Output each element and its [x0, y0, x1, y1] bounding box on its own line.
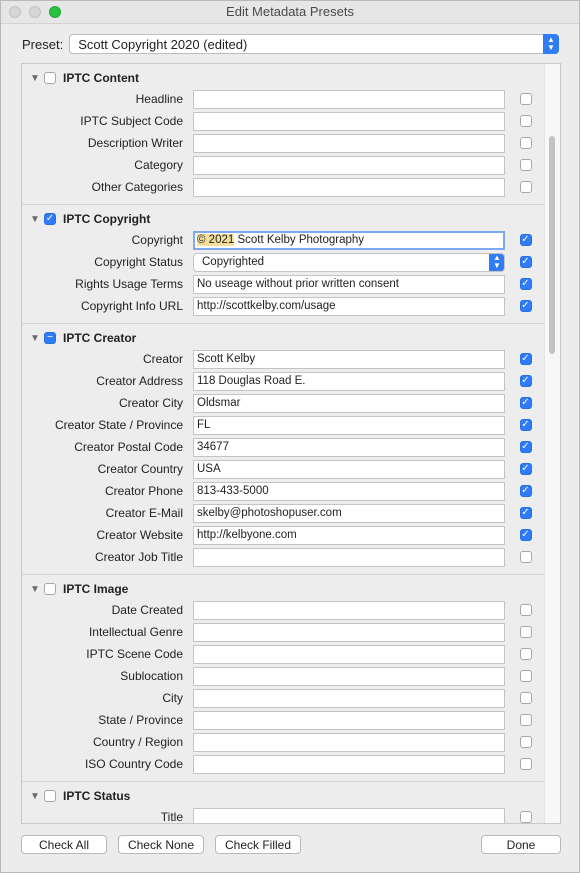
creator-postal-code-field[interactable]: 34677: [193, 438, 505, 457]
field-checkbox[interactable]: [520, 626, 532, 638]
disclosure-triangle-icon[interactable]: ▼: [30, 72, 40, 84]
intellectual-genre-field[interactable]: [193, 623, 505, 642]
field-checkbox[interactable]: ✓: [521, 300, 530, 311]
button-bar: [21, 835, 559, 855]
field-label: Other Categories: [91, 180, 183, 194]
field-row: [22, 348, 546, 370]
field-checkbox[interactable]: [520, 137, 532, 149]
disclosure-triangle-icon[interactable]: ▼: [30, 583, 40, 595]
country-region-field[interactable]: [193, 733, 505, 752]
field-label: Creator Postal Code: [74, 440, 183, 454]
field-row: [22, 599, 546, 621]
field-row: [22, 643, 546, 665]
field-label: Intellectual Genre: [88, 625, 183, 639]
vertical-scrollbar[interactable]: [544, 64, 560, 823]
field-checkbox[interactable]: [520, 159, 532, 171]
section-title: IPTC Status: [63, 789, 131, 803]
section-iptc-creator: [22, 324, 546, 575]
section-header: [22, 579, 546, 599]
copyright-field[interactable]: [193, 231, 505, 250]
field-row: [22, 273, 546, 295]
field-label: Creator Website: [96, 528, 183, 542]
preset-dropdown[interactable]: [69, 34, 559, 54]
chevron-updown-icon: ▲ ▼: [543, 34, 559, 54]
other-categories-field[interactable]: [193, 178, 505, 197]
check-none-button[interactable]: Check None: [118, 835, 204, 854]
field-label: IPTC Subject Code: [80, 114, 183, 128]
field-row: [22, 753, 546, 775]
scrollbar-thumb[interactable]: [549, 136, 555, 354]
sublocation-field[interactable]: [193, 667, 505, 686]
section-checkbox[interactable]: ✓: [45, 213, 55, 224]
field-checkbox[interactable]: ✓: [521, 419, 530, 430]
field-checkbox[interactable]: ✓: [521, 507, 530, 518]
field-checkbox[interactable]: [520, 604, 532, 616]
section-title: IPTC Content: [63, 71, 139, 85]
field-row: [22, 392, 546, 414]
field-checkbox[interactable]: ✓: [521, 529, 530, 540]
field-label: Title: [160, 810, 183, 824]
field-label: Date Created: [111, 603, 183, 617]
field-row: [22, 414, 546, 436]
field-checkbox[interactable]: [520, 670, 532, 682]
field-checkbox[interactable]: [520, 648, 532, 660]
field-checkbox[interactable]: ✓: [521, 256, 530, 267]
field-label: Category: [134, 158, 183, 172]
field-checkbox[interactable]: ✓: [521, 278, 530, 289]
field-label: State / Province: [98, 713, 183, 727]
section-iptc-content: [22, 64, 546, 205]
field-checkbox[interactable]: ✓: [521, 397, 530, 408]
field-row: [22, 502, 546, 524]
field-checkbox[interactable]: ✓: [521, 234, 530, 245]
disclosure-triangle-icon[interactable]: ▼: [30, 213, 40, 225]
section-title: IPTC Image: [63, 582, 129, 596]
field-row: [22, 709, 546, 731]
section-header: [22, 786, 546, 806]
category-field[interactable]: [193, 156, 505, 175]
field-row: [22, 480, 546, 502]
field-label: Copyright Status: [94, 255, 183, 269]
field-row: [22, 295, 546, 317]
section-header: [22, 209, 546, 229]
done-button[interactable]: Done: [481, 835, 561, 854]
creator-field[interactable]: Scott Kelby: [193, 350, 505, 369]
field-row: [22, 665, 546, 687]
field-label: Description Writer: [87, 136, 183, 150]
field-row: [22, 436, 546, 458]
section-header: [22, 328, 546, 348]
copyright-status-value: Copyrighted: [202, 255, 265, 268]
field-label: Creator Country: [97, 462, 183, 476]
field-label: Creator Phone: [104, 484, 183, 498]
preset-value: Scott Copyright 2020 (edited): [78, 36, 248, 52]
field-label: Rights Usage Terms: [75, 277, 183, 291]
field-label: Copyright: [131, 233, 183, 247]
field-row: [22, 731, 546, 753]
chevron-updown-icon: ▲ ▼: [489, 253, 505, 272]
field-checkbox[interactable]: ✓: [521, 375, 530, 386]
creator-website-field[interactable]: http://kelbyone.com: [193, 526, 505, 545]
field-checkbox[interactable]: [520, 692, 532, 704]
field-label: Creator State / Province: [54, 418, 183, 432]
check-all-button[interactable]: Check All: [21, 835, 107, 854]
title-bar: [1, 1, 579, 24]
field-row: [22, 806, 546, 824]
field-checkbox[interactable]: ✓: [521, 441, 530, 452]
field-row: [22, 176, 546, 198]
field-label: Creator: [142, 352, 183, 366]
copyright-info-url-field[interactable]: http://scottkelby.com/usage: [193, 297, 505, 316]
field-checkbox[interactable]: [520, 811, 532, 823]
field-checkbox[interactable]: [520, 93, 532, 105]
creator-address-field[interactable]: 118 Douglas Road E.: [193, 372, 505, 391]
creator-e-mail-field[interactable]: skelby@photoshopuser.com: [193, 504, 505, 523]
field-row: [22, 229, 546, 251]
description-writer-field[interactable]: [193, 134, 505, 153]
field-row: [22, 524, 546, 546]
preset-label: Preset:: [22, 36, 64, 52]
field-checkbox[interactable]: ✓: [521, 353, 530, 364]
field-checkbox[interactable]: ✓: [521, 463, 530, 474]
date-created-field[interactable]: [193, 601, 505, 620]
disclosure-triangle-icon[interactable]: ▼: [30, 332, 40, 344]
check-filled-button[interactable]: Check Filled: [215, 835, 301, 854]
field-row: [22, 546, 546, 568]
field-label: Sublocation: [120, 669, 183, 683]
field-row: [22, 251, 546, 273]
field-checkbox[interactable]: ✓: [521, 485, 530, 496]
field-row: [22, 132, 546, 154]
metadata-sections: [22, 64, 546, 824]
metadata-panel: [21, 63, 561, 824]
headline-field[interactable]: [193, 90, 505, 109]
section-header: [22, 68, 546, 88]
field-label: IPTC Scene Code: [86, 647, 183, 661]
iptc-subject-code-field[interactable]: [193, 112, 505, 131]
preset-row: [22, 33, 559, 55]
field-row: [22, 370, 546, 392]
disclosure-triangle-icon[interactable]: ▼: [30, 790, 40, 802]
copyright-text: Scott Kelby Photography: [234, 233, 365, 246]
title-field[interactable]: [193, 808, 505, 825]
section-checkbox[interactable]: [44, 72, 56, 84]
field-checkbox[interactable]: [520, 181, 532, 193]
creator-country-field[interactable]: USA: [193, 460, 505, 479]
field-label: Country / Region: [92, 735, 183, 749]
field-checkbox[interactable]: [520, 758, 532, 770]
section-title: IPTC Creator: [63, 331, 137, 345]
section-iptc-status: [22, 782, 546, 824]
field-row: [22, 458, 546, 480]
section-iptc-image: [22, 575, 546, 782]
creator-job-title-field[interactable]: [193, 548, 505, 567]
field-label: Creator City: [118, 396, 183, 410]
field-label: City: [162, 691, 183, 705]
copyright-selected-text: © 2021: [197, 233, 235, 246]
window-title: Edit Metadata Presets: [226, 4, 354, 19]
iptc-scene-code-field[interactable]: [193, 645, 505, 664]
field-row: [22, 621, 546, 643]
iso-country-code-field[interactable]: [193, 755, 505, 774]
creator-city-field[interactable]: Oldsmar: [193, 394, 505, 413]
field-checkbox[interactable]: [520, 115, 532, 127]
field-checkbox[interactable]: [520, 714, 532, 726]
rights-usage-terms-field[interactable]: No useage without prior written consent: [193, 275, 505, 294]
field-label: Headline: [135, 92, 183, 106]
field-label: Creator Job Title: [94, 550, 183, 564]
field-label: Creator E-Mail: [105, 506, 183, 520]
field-checkbox[interactable]: [520, 736, 532, 748]
field-label: ISO Country Code: [84, 757, 183, 771]
section-checkbox[interactable]: [44, 790, 56, 802]
field-row: [22, 687, 546, 709]
section-title: IPTC Copyright: [63, 212, 151, 226]
field-label: Creator Address: [96, 374, 183, 388]
field-label: Copyright Info URL: [80, 299, 183, 313]
field-row: [22, 88, 546, 110]
creator-phone-field[interactable]: 813-433-5000: [193, 482, 505, 501]
creator-state-province-field[interactable]: FL: [193, 416, 505, 435]
field-checkbox[interactable]: [520, 551, 532, 563]
section-checkbox[interactable]: [44, 583, 56, 595]
city-field[interactable]: [193, 689, 505, 708]
field-row: [22, 154, 546, 176]
state-province-field[interactable]: [193, 711, 505, 730]
section-checkbox-mixed[interactable]: −: [44, 332, 56, 344]
field-row: [22, 110, 546, 132]
copyright-status-dropdown[interactable]: [193, 253, 505, 272]
section-iptc-copyright: [22, 205, 546, 324]
